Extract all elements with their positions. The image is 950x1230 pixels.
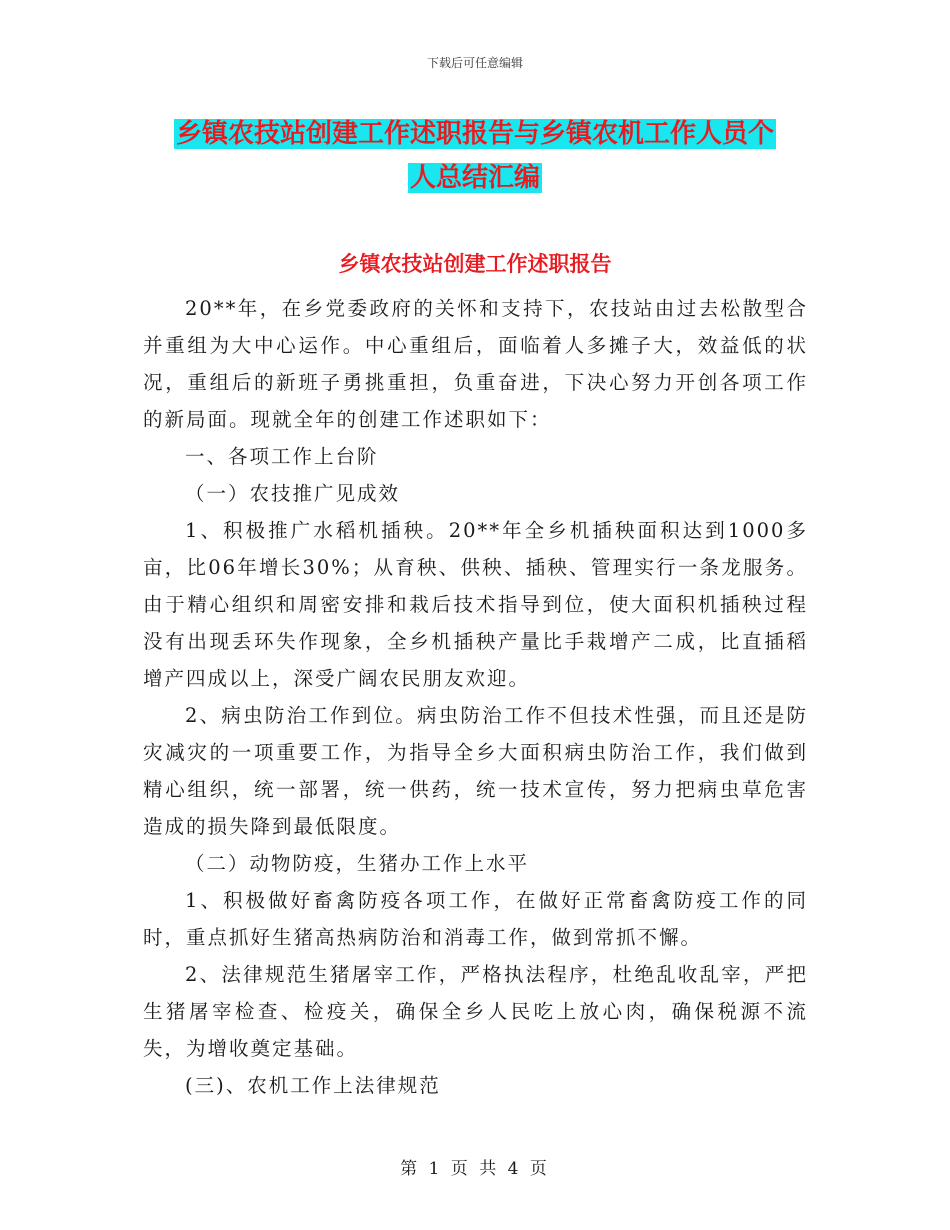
document-body [143, 290, 808, 1104]
paragraph-intro: 20**年，在乡党委政府的关怀和支持下，农技站由过去松散型合并重组为大中心运作。中心重组后，面临着人多摊子大，效益低的状况，重组后的新班子勇挑重担，负重奋进，下决心努力开创各项工作的新局面。现就全年的创建工作述职如下： [143, 297, 808, 431]
main-title-line2: 人总结汇编 [409, 163, 540, 193]
heading-level2-animal-epidemic: （二）动物防疫，生猪办工作上水平 [185, 852, 530, 875]
main-title [0, 112, 950, 200]
paragraph-pest-control: 2、病虫防治工作到位。病虫防治工作不但技术性强，而且还是防灾减灾的一项重要工作，为指导全乡大面积病虫防治工作，我们做到精心组织，统一部署，统一供药，统一技术宣传，努力把病虫草危害造成的损失降到最低限度。 [143, 704, 808, 838]
paragraph-slaughter-regulation: 2、法律规范生猪屠宰工作，严格执法程序，杜绝乱收乱宰，严把生猪屠宰检查、检疫关，确保全乡人民吃上放心肉，确保税源不流失，为增收奠定基础。 [143, 963, 808, 1060]
header-note: 下载后可任意编辑 [426, 56, 523, 70]
heading-level2-agri-machinery: (三)、农机工作上法律规范 [185, 1074, 441, 1097]
paragraph-livestock-epidemic: 1、积极做好畜禽防疫各项工作，在做好正常畜禽防疫工作的同时，重点抓好生猪高热病防治和消毒工作，做到常抓不懈。 [143, 889, 808, 949]
heading-level1: 一、各项工作上台阶 [185, 445, 379, 468]
paragraph-rice-transplanting: 1、积极推广水稻机插秧。20**年全乡机插秧面积达到1000多亩，比06年增长30%；从育秧、供秧、插秧、管理实行一条龙服务。由于精心组织和周密安排和栽后技术指导到位，使大面积机插秧过程没有出现丢环失作现象，全乡机插秧产量比手栽增产二成，比直插稻增产四成以上，深受广阔农民朋友欢迎。 [143, 519, 808, 690]
heading-level2-agri-tech: （一）农技推广见成效 [185, 482, 401, 505]
page-footer: 第 1 页 共 4 页 [400, 1159, 550, 1179]
main-title-line1: 乡镇农技站创建工作述职报告与乡镇农机工作人员个 [175, 119, 774, 149]
section-title: 乡镇农技站创建工作述职报告 [338, 252, 612, 276]
